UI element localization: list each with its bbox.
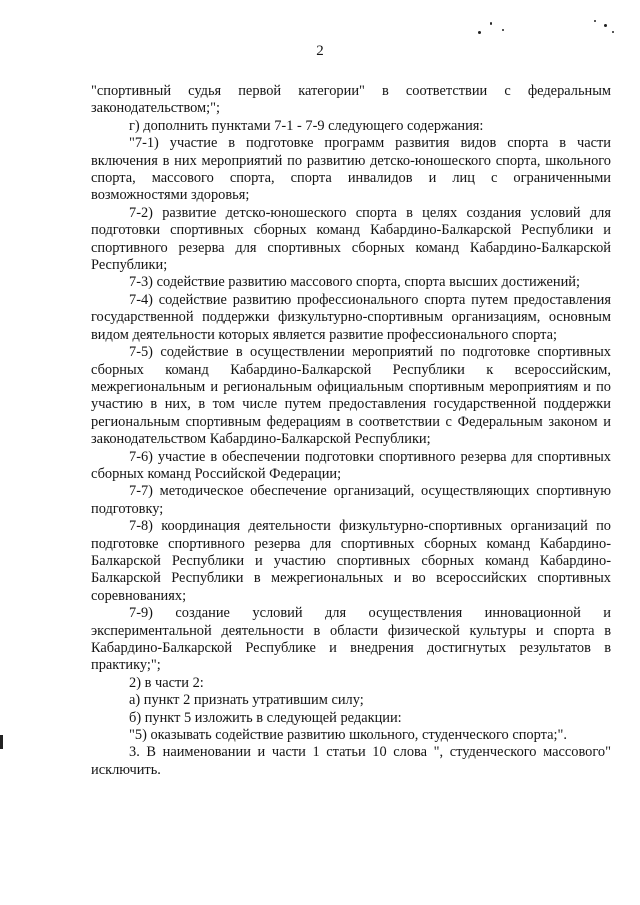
scan-speck xyxy=(612,31,614,33)
paragraph: 7-8) координация деятельности физкультурно-спортивных организаций по подготовке спортивного резерва для спортивных сборных команд Кабардино-Балкарской Республики и участию спортивных сборных команд Кабардино-Балкарской Республики в межрегиональных и во всероссийских спортивных соревнованиях; xyxy=(91,518,611,604)
paragraph: 3. В наименовании и части 1 статьи 10 слова ", студенческого массового" исключить. xyxy=(91,744,611,778)
document-body xyxy=(91,83,611,779)
page-number: 2 xyxy=(316,43,324,59)
paragraph: "спортивный судья первой категории" в соответствии с федеральным законодательством;"; xyxy=(91,83,611,117)
paragraph: 7-9) создание условий для осуществления инновационной и экспериментальной деятельности в области физической культуры и спорта в Кабардино-Балкарской Республике и внедрения достигнутых результатов в практику;"; xyxy=(91,605,611,674)
paragraph: "5) оказывать содействие развитию школьного, студенческого спорта;". xyxy=(129,727,567,744)
scan-speck xyxy=(604,24,607,27)
paragraph: "7-1) участие в подготовке программ развития видов спорта в части включения в них мероприятий по развитию детско-юношеского спорта, школьного спорта, массового спорта, спорта инвалидов и лиц с ограниченными возможностями здоровья; xyxy=(91,135,611,204)
paragraph: 7-4) содействие развитию профессионального спорта путем предоставления государственной поддержки физкультурно-спортивным организациям, основным видом деятельности которых является развитие профессионального спорта; xyxy=(91,291,611,343)
paragraph: а) пункт 2 признать утратившим силу; xyxy=(129,692,364,709)
paragraph: 7-2) развитие детско-юношеского спорта в целях создания условий для подготовки спортивных сборных команд Кабардино-Балкарской Республики и спортивного резерва для спортивных сборных команд Кабардино-Балкарской Республики; xyxy=(91,204,611,274)
paragraph: г) дополнить пунктами 7-1 - 7-9 следующего содержания: xyxy=(129,117,484,134)
paragraph: б) пункт 5 изложить в следующей редакции: xyxy=(129,709,402,726)
paragraph: 7-3) содействие развитию массового спорта, спорта высших достижений; xyxy=(129,274,580,291)
scan-speck xyxy=(490,22,492,25)
scan-margin-mark xyxy=(0,735,3,749)
scan-speck xyxy=(502,29,504,31)
scan-speck xyxy=(594,20,596,22)
paragraph: 7-5) содействие в осуществлении мероприятий по подготовке спортивных сборных команд Кабардино-Балкарской Республики к всероссийским, межрегиональным и региональным официальным спортивным мероприятиям и по участию в них, в том числе путем предоставления государственной поддержки региональным спортивным федерациям в соответствии с Федеральным законом и законодательством Кабардино-Балкарской Республики; xyxy=(91,344,611,448)
scan-speck xyxy=(478,31,481,34)
paragraph: 7-6) участие в обеспечении подготовки спортивного резерва для спортивных сборных команд Российской Федерации; xyxy=(91,448,611,482)
paragraph: 7-7) методическое обеспечение организаций, осуществляющих спортивную подготовку; xyxy=(91,483,611,517)
paragraph: 2) в части 2: xyxy=(129,674,204,691)
